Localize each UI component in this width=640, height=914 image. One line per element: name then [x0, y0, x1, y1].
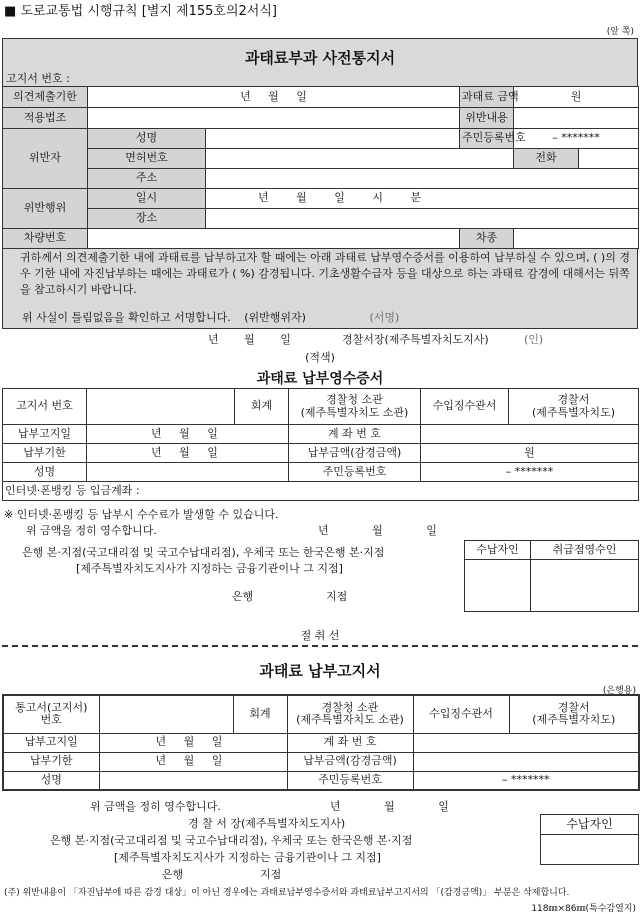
cut-line-label: 절 취 선 [300, 629, 340, 642]
bill-notice-date-value[interactable]: 년 월 일 [99, 733, 287, 752]
confirm-text: 위 사실이 틀림없음을 확인하고 서명합니다. [22, 311, 231, 324]
phone-value[interactable] [579, 149, 639, 169]
bill-table [2, 694, 640, 791]
name-label: 성명 [88, 129, 206, 149]
receipt-notice-date-label: 납부고지일 [3, 425, 87, 444]
datetime-value[interactable]: 년 월 일 시 분 [206, 189, 639, 209]
bill-collector-label: 수입징수관서 [413, 695, 509, 733]
address-label: 주소 [88, 169, 206, 189]
receipt-stamp-office-label: 취급점영수인 [531, 541, 639, 560]
bill-rrn-label: 주민등록번호 [287, 771, 413, 790]
bill-account-label: 회계 [233, 695, 287, 733]
receipt-stamp-box [464, 540, 639, 612]
receipt-notice-no-value[interactable] [87, 389, 235, 425]
receipt-pay-amount-value[interactable]: 원 [421, 444, 639, 463]
bill-received-text: 위 금액을 정히 영수합니다. [90, 800, 221, 813]
bill-pay-amount-value[interactable] [413, 752, 639, 771]
notice-body-text: 귀하께서 의견제출기한 내에 과태료를 납부하고자 할 때에는 아래 과태료 납부영수증서를 이용하여 납부하실 수 있으며, ( )의 경우 기한 내에 자진납부하는 때에는 과태료가 ( %) 감경됩니다. 기초생활수급자 등을 대상으로 하는 과태료 감경에 대해서는 뒤쪽을 참고하시기 바랍니다. [20, 251, 630, 296]
vehicle-no-value[interactable] [88, 229, 460, 249]
receipt-stamp-payer-label: 수납자인 [465, 541, 531, 560]
bill-chief-text: 경 찰 서 장(제주특별자치도지사) [188, 817, 346, 830]
page-side: (앞 쪽) [606, 27, 634, 37]
violator-label: 위반자 [3, 129, 88, 189]
bill-name-label: 성명 [3, 771, 99, 790]
receipt-station: 경찰서 (제주특별자치도) [509, 389, 639, 425]
vehicle-type-label: 차종 [460, 229, 514, 249]
receipt-branch: 지점 [326, 590, 348, 603]
receipt-pay-amount-label: 납부금액(감경금액) [289, 444, 421, 463]
violator-sign: (위반행위자) [244, 311, 306, 324]
notice-no-label: 고지서 번호 : [6, 72, 70, 85]
sign-mark: (서명) [369, 311, 400, 324]
vehicle-no-label: 차량번호 [3, 229, 88, 249]
receipt-rrn-label: 주민등록번호 [289, 463, 421, 482]
receipt-internet-label: 인터넷·폰뱅킹 등 입금계좌 : [3, 482, 639, 501]
deadline-value[interactable]: 년 월 일 [88, 87, 460, 108]
header-marker: ■ [4, 4, 17, 19]
bill-account-no-label: 계 좌 번 호 [287, 733, 413, 752]
fee-note: ※ 인터넷·폰뱅킹 등 납부시 수수료가 발생할 수 있습니다. [4, 508, 279, 521]
license-label: 면허번호 [88, 149, 206, 169]
address-value[interactable] [206, 169, 639, 189]
violation-act-label: 위반행위 [3, 189, 88, 229]
receipt-notice-no-label: 고지서 번호 [3, 389, 87, 425]
bill-copy-label: (은행용) [602, 686, 636, 696]
form-header [4, 0, 277, 19]
bill-bank-text: 은행 본·지점(국고대리점 및 국고수납대리점), 우체국 또는 한국은행 본·지점 [50, 834, 413, 847]
bill-jurisdiction: 경찰청 소관 (제주특별자치도 소관) [287, 695, 413, 733]
fine-amount-value[interactable]: 원 [514, 87, 639, 108]
rrn-label: 주민등록번호 [460, 129, 514, 149]
form-title: 도로교통법 시행규칙 [별지 제155호의2서식] [20, 4, 277, 19]
chief-date: 년 월 일 [208, 333, 291, 346]
bill-stamp-payer-area[interactable] [541, 835, 639, 865]
violation-detail-label: 위반내용 [460, 108, 514, 129]
bill-bank-sub: [제주특별자치도지사가 지정하는 금융기관이나 그 지점] [114, 851, 381, 864]
bill-pay-amount-label: 납부금액(감경금액) [287, 752, 413, 771]
receipt-rrn-value[interactable]: – ******* [421, 463, 639, 482]
cut-line [2, 645, 638, 647]
bill-notice-date-label: 납부고지일 [3, 733, 99, 752]
receipt-account-no-label: 계 좌 번 호 [289, 425, 421, 444]
chief-label: 경찰서장(제주특별자치도지사) [342, 333, 489, 346]
bill-bank-name: 은행 [162, 868, 184, 881]
bill-rrn-value[interactable]: – ******* [413, 771, 639, 790]
chief-line [2, 328, 638, 346]
receipt-name-label: 성명 [3, 463, 87, 482]
receipt-jurisdiction: 경찰청 소관 (제주특별자치도 소관) [289, 389, 421, 425]
receipt-stamp-office-area[interactable] [531, 560, 639, 612]
vehicle-type-value[interactable] [514, 229, 639, 249]
bill-due-value[interactable]: 년 월 일 [99, 752, 287, 771]
receipt-collector-label: 수입징수관서 [421, 389, 509, 425]
receipt-account-label: 회계 [235, 389, 289, 425]
license-value[interactable] [206, 149, 514, 169]
receipt-name-value[interactable] [87, 463, 289, 482]
bill-stamp-box [540, 814, 639, 865]
bill-footnote: (주) 위반내용이 「자진납부에 따른 감경 대상」이 아닌 경우에는 과태료납부영수증서와 과태료납부고지서의 「(감경금액)」 부분은 삭제합니다. [4, 888, 570, 898]
receipt-received-date: 년 월 일 [318, 524, 437, 537]
place-label: 장소 [88, 209, 206, 229]
bill-branch: 지점 [260, 868, 282, 881]
notice-table [2, 86, 639, 249]
name-value[interactable] [206, 129, 460, 149]
deadline-label: 의견제출기한 [3, 87, 88, 108]
phone-label: 전화 [514, 149, 579, 169]
fine-amount-label: 과태료 금액 [460, 87, 514, 108]
place-value[interactable] [206, 209, 639, 229]
notice-title: 과태료부과 사전통지서 [244, 49, 396, 67]
receipt-due-value[interactable]: 년 월 일 [87, 444, 289, 463]
receipt-bank-text: 은행 본·지점(국고대리점 및 국고수납대리점), 우체국 또는 한국은행 본·지점 [22, 546, 385, 559]
law-label: 적용법조 [3, 108, 88, 129]
bill-station: 경찰서 (제주특별자치도) [509, 695, 639, 733]
bill-account-no-value[interactable] [413, 733, 639, 752]
receipt-stamp-payer-area[interactable] [465, 560, 531, 612]
receipt-bank-sub: [제주특별자치도지사가 지정하는 금융기관이나 그 지점] [76, 562, 343, 575]
datetime-label: 일시 [88, 189, 206, 209]
receipt-notice-date-value[interactable]: 년 월 일 [87, 425, 289, 444]
receipt-due-label: 납부기한 [3, 444, 87, 463]
receipt-bank-name: 은행 [232, 590, 254, 603]
bill-due-label: 납부기한 [3, 752, 99, 771]
red-note: (적색) [305, 351, 335, 364]
bill-notice-no-label: 통고서(고지서) 번호 [3, 695, 99, 733]
violation-detail-value[interactable] [514, 108, 639, 129]
receipt-title: 과태료 납부영수증서 [256, 371, 384, 387]
confirm-line [22, 309, 622, 325]
rrn-value[interactable]: – ******* [514, 129, 639, 149]
receipt-received-text: 위 금액을 정히 영수합니다. [26, 524, 157, 537]
bill-size-note: 118㎜×86㎜(특수감열지) [531, 904, 636, 914]
law-value[interactable] [88, 108, 460, 129]
bill-name-value[interactable] [99, 771, 287, 790]
bill-title: 과태료 납부고지서 [259, 662, 381, 680]
bill-received-date: 년 월 일 [330, 800, 449, 813]
bill-stamp-payer-label: 수납자인 [541, 815, 639, 835]
seal-mark: (인) [524, 333, 544, 346]
receipt-account-no-value[interactable] [421, 425, 639, 444]
receipt-table [2, 388, 639, 501]
bill-notice-no-value[interactable] [99, 695, 233, 733]
